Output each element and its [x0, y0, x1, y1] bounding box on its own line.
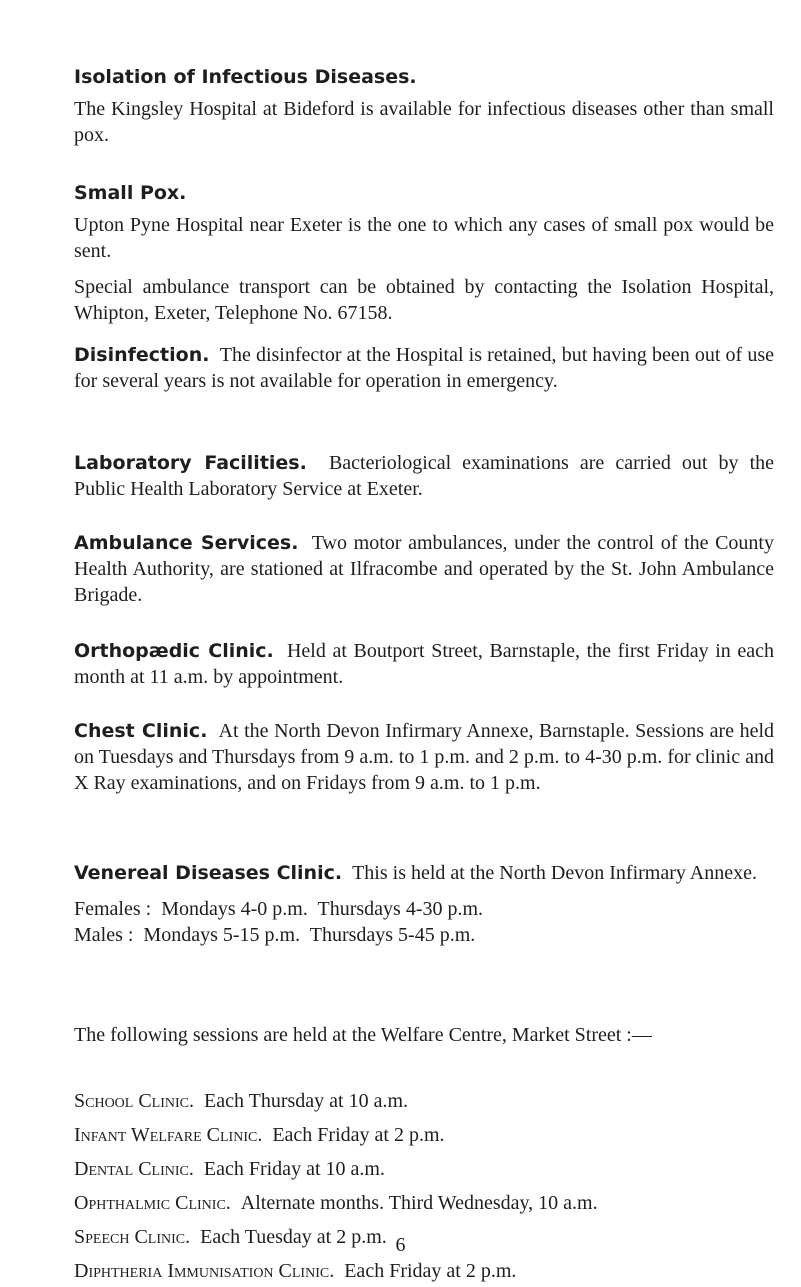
venereal-males: Males : Mondays 5-15 p.m. Thursdays 5-45 p.m.: [74, 924, 476, 946]
paragraph-venereal: This is held at the North Devon Infirmary Annexe.: [352, 862, 757, 884]
heading-orthopaedic: Orthopædic Clinic.: [74, 640, 274, 662]
paragraph-ambulance: Two motor ambulances, under the control of the County Health Authority, are stationed at Ilfracombe and operated by the St. John Ambulance Brigade.: [74, 532, 774, 606]
paragraph-chest: At the North Devon Infirmary Annexe, Barnstaple. Sessions are held on Tuesdays and Thursdays from 9 a.m. to 1 p.m. and 2 p.m. to 4-30 p.m. for clinic and X Ray examinations, and on Fridays from 9 a.m. to 1 p.m.: [74, 720, 775, 794]
paragraph-smallpox-1: Upton Pyne Hospital near Exeter is the one to which any cases of small pox would be sent.: [74, 214, 774, 262]
session-time: Each Friday at 10 a.m.: [203, 1158, 385, 1180]
heading-laboratory: Laboratory Facilities.: [74, 452, 307, 474]
heading-isolation: Isolation of Infectious Diseases.: [74, 66, 417, 88]
section-chest: [74, 718, 774, 796]
session-item: [74, 1190, 774, 1216]
session-name: School Clinic.: [74, 1090, 195, 1112]
page-number: 6: [395, 1234, 406, 1256]
section-smallpox: [74, 180, 774, 326]
venereal-females: Females : Mondays 4-0 p.m. Thursdays 4-30 p.m.: [74, 898, 484, 920]
section-laboratory: [74, 450, 774, 502]
section-disinfection: [74, 342, 774, 394]
paragraph-orthopaedic: Held at Boutport Street, Barnstaple, the first Friday in each month at 11 a.m. by appointment.: [74, 640, 775, 688]
session-name: Ophthalmic Clinic.: [74, 1192, 231, 1214]
heading-smallpox: Small Pox.: [74, 182, 187, 204]
paragraph-disinfection: The disinfector at the Hospital is retained, but having been out of use for several years is not available for operation in emergency.: [74, 344, 774, 392]
session-item: [74, 1258, 774, 1284]
session-time: Alternate months. Third Wednesday, 10 a.m.: [240, 1192, 598, 1214]
paragraph-laboratory: Bacteriological examinations are carried out by the Public Health Laboratory Service at Exeter.: [74, 452, 774, 500]
section-venereal: [74, 860, 774, 948]
section-welfare: [74, 1022, 774, 1048]
paragraph-isolation: The Kingsley Hospital at Bideford is available for infectious diseases other than small pox.: [74, 98, 774, 146]
section-isolation: [74, 64, 774, 148]
heading-disinfection: Disinfection.: [74, 344, 210, 366]
heading-chest: Chest Clinic.: [74, 720, 208, 742]
session-item: [74, 1088, 774, 1114]
session-time: Each Tuesday at 2 p.m.: [200, 1226, 387, 1248]
session-name: Diphtheria Immunisation Clinic.: [74, 1260, 335, 1282]
session-time: Each Friday at 2 p.m.: [272, 1124, 445, 1146]
heading-ambulance: Ambulance Services.: [74, 532, 299, 554]
session-name: Speech Clinic.: [74, 1226, 191, 1248]
paragraph-smallpox-2: Special ambulance transport can be obtained by contacting the Isolation Hospital, Whipton, Exeter, Telephone No. 67158.: [74, 276, 774, 324]
session-time: Each Thursday at 10 a.m.: [204, 1090, 409, 1112]
section-orthopaedic: [74, 638, 774, 690]
session-item: [74, 1122, 774, 1148]
section-ambulance: [74, 530, 774, 608]
session-item: [74, 1156, 774, 1182]
heading-venereal: Venereal Diseases Clinic.: [74, 862, 343, 884]
session-name: Infant Welfare Clinic.: [74, 1124, 263, 1146]
session-time: Each Friday at 2 p.m.: [344, 1260, 517, 1282]
paragraph-welfare-intro: The following sessions are held at the Welfare Centre, Market Street :—: [74, 1024, 652, 1046]
session-name: Dental Clinic.: [74, 1158, 194, 1180]
